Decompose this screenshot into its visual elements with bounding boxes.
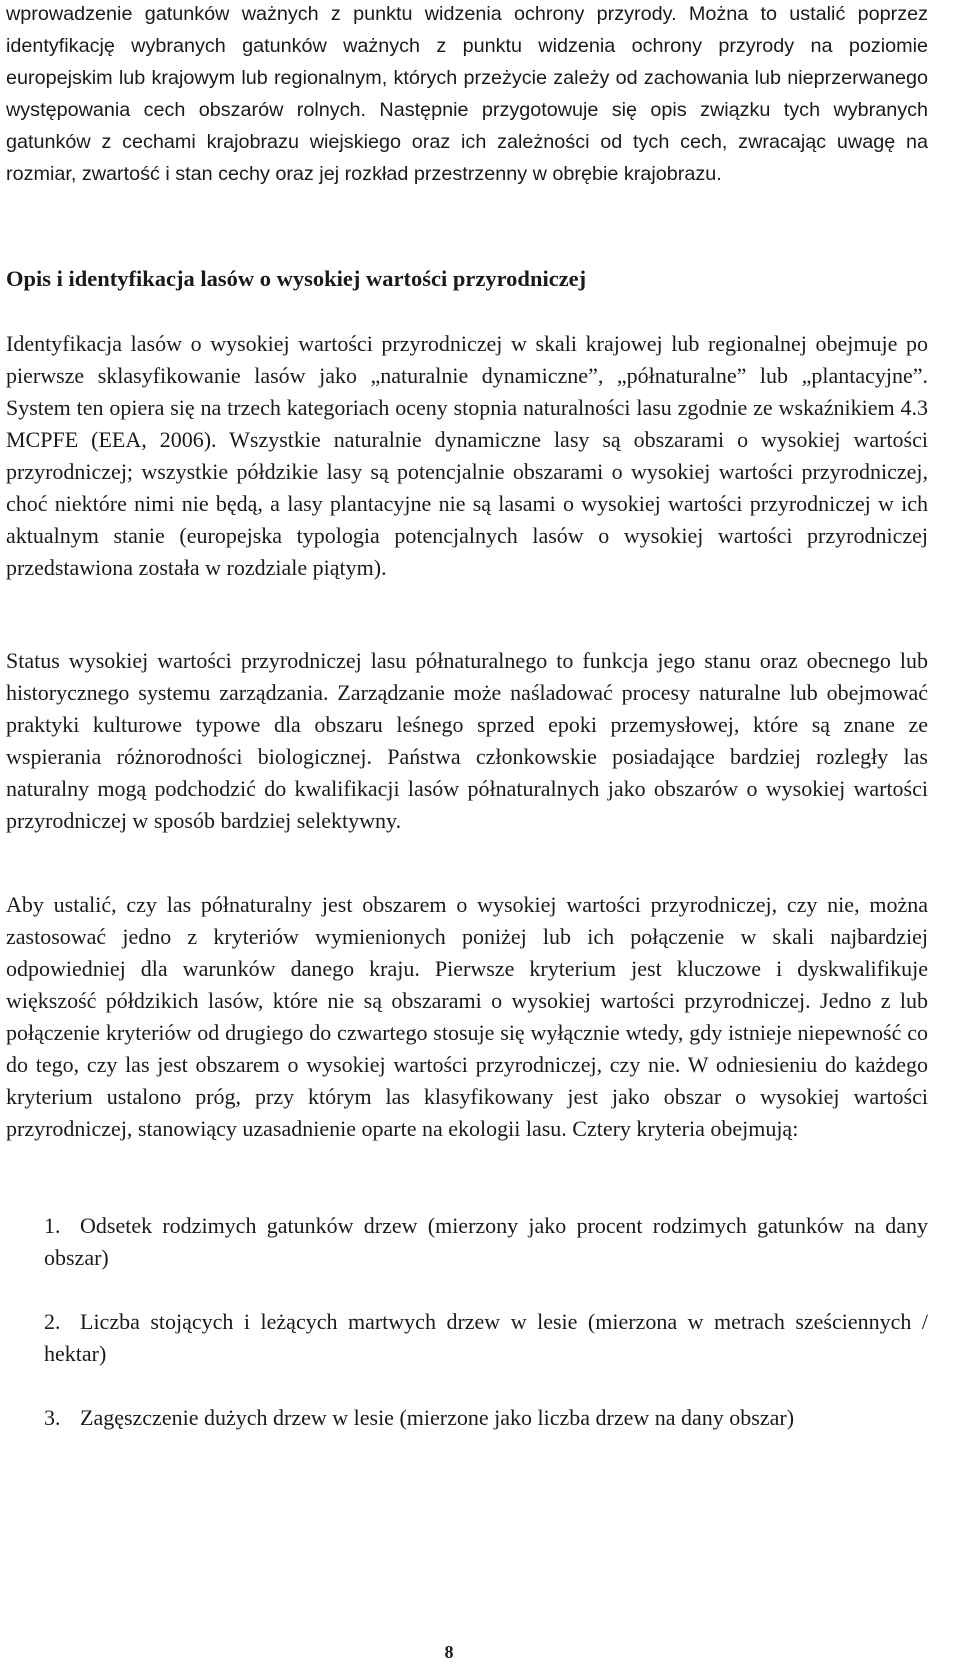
criterion-text: Odsetek rodzimych gatunków drzew (mierzony jako procent rodzimych gatunków na dany obszar) bbox=[44, 1213, 928, 1270]
criterion-item bbox=[44, 1306, 928, 1370]
criterion-text: Liczba stojących i leżących martwych drzew w lesie (mierzona w metrach sześciennych / hektar) bbox=[44, 1309, 928, 1366]
paragraph-status: Status wysokiej wartości przyrodniczej lasu półnaturalnego to funkcja jego stanu oraz obecnego lub historycznego systemu zarządzania. Zarządzanie może naśladować procesy naturalne lub obejmować praktyki kulturowe typowe dla obszaru leśnego sprzed epoki przemysłowej, które są znane ze wspierania różnorodności biologicznej. Państwa członkowskie posiadające bardziej rozległy las naturalny mogą podchodzić do kwalifikacji lasów półnaturalnych jako obszarów o wysokiej wartości przyrodniczej w sposób bardziej selektywny. bbox=[6, 648, 928, 833]
criterion-text: Zagęszczenie dużych drzew w lesie (mierzone jako liczba drzew na dany obszar) bbox=[80, 1405, 795, 1430]
criterion-item bbox=[44, 1402, 928, 1434]
page-number: 8 bbox=[444, 1642, 454, 1662]
section-heading: Opis i identyfikacja lasów o wysokiej wartości przyrodniczej bbox=[6, 266, 587, 291]
intro-paragraph: wprowadzenie gatunków ważnych z punktu widzenia ochrony przyrody. Można to ustalić poprzez identyfikację wybranych gatunków ważnych z punktu widzenia ochrony przyrody na poziomie europejskim lub krajowym lub regionalnym, których przeżycie zależy od zachowania lub nieprzerwanego występowania cech obszarów rolnych. Następnie przygotowuje się opis związku tych wybranych gatunków z cechami krajobrazu wiejskiego oraz ich zależności od tych cech, zwracając uwagę na rozmiar, zwartość i stan cechy oraz jej rozkład przestrzenny w obrębie krajobrazu. bbox=[6, 3, 928, 185]
paragraph-criteria-intro: Aby ustalić, czy las półnaturalny jest obszarem o wysokiej wartości przyrodniczej, czy nie, można zastosować jedno z kryteriów wymienionych poniżej lub ich połączenie w skali najbardziej odpowiedniej dla warunków danego kraju. Pierwsze kryterium jest kluczowe i dyskwalifikuje większość półdzikich lasów, które nie są obszarami o wysokiej wartości przyrodniczej. Jedno z lub połączenie kryteriów od drugiego do czwartego stosuje się wyłącznie wtedy, gdy istnieje niepewność co do tego, czy las jest obszarem o wysokiej wartości przyrodniczej, czy nie. W odniesieniu do każdego kryterium ustalono próg, przy którym las klasyfikowany jest jako obszar o wysokiej wartości przyrodniczej, stanowiący uzasadnienie oparte na ekologii lasu. Cztery kryteria obejmują: bbox=[6, 892, 928, 1141]
criterion-number: 1. bbox=[44, 1213, 61, 1238]
paragraph-identification: Identyfikacja lasów o wysokiej wartości przyrodniczej w skali krajowej lub regionalnej obejmuje po pierwsze sklasyfikowanie lasów jako „naturalnie dynamiczne”, „półnaturalne” lub „plantacyjne”. System ten opiera się na trzech kategoriach oceny stopnia naturalności lasu zgodnie ze wskaźnikiem 4.3 MCPFE (EEA, 2006). Wszystkie naturalnie dynamiczne lasy są obszarami o wysokiej wartości przyrodniczej; wszystkie półdzikie lasy są potencjalnie obszarami o wysokiej wartości przyrodniczej, choć niektóre nimi nie będą, a lasy plantacyjne nie są lasami o wysokiej wartości przyrodniczej w ich aktualnym stanie (europejska typologia potencjalnych lasów o wysokiej wartości przyrodniczej przedstawiona została w rozdziale piątym). bbox=[6, 331, 928, 580]
criterion-item bbox=[44, 1210, 928, 1274]
criterion-number: 2. bbox=[44, 1309, 61, 1334]
criterion-number: 3. bbox=[44, 1405, 61, 1430]
